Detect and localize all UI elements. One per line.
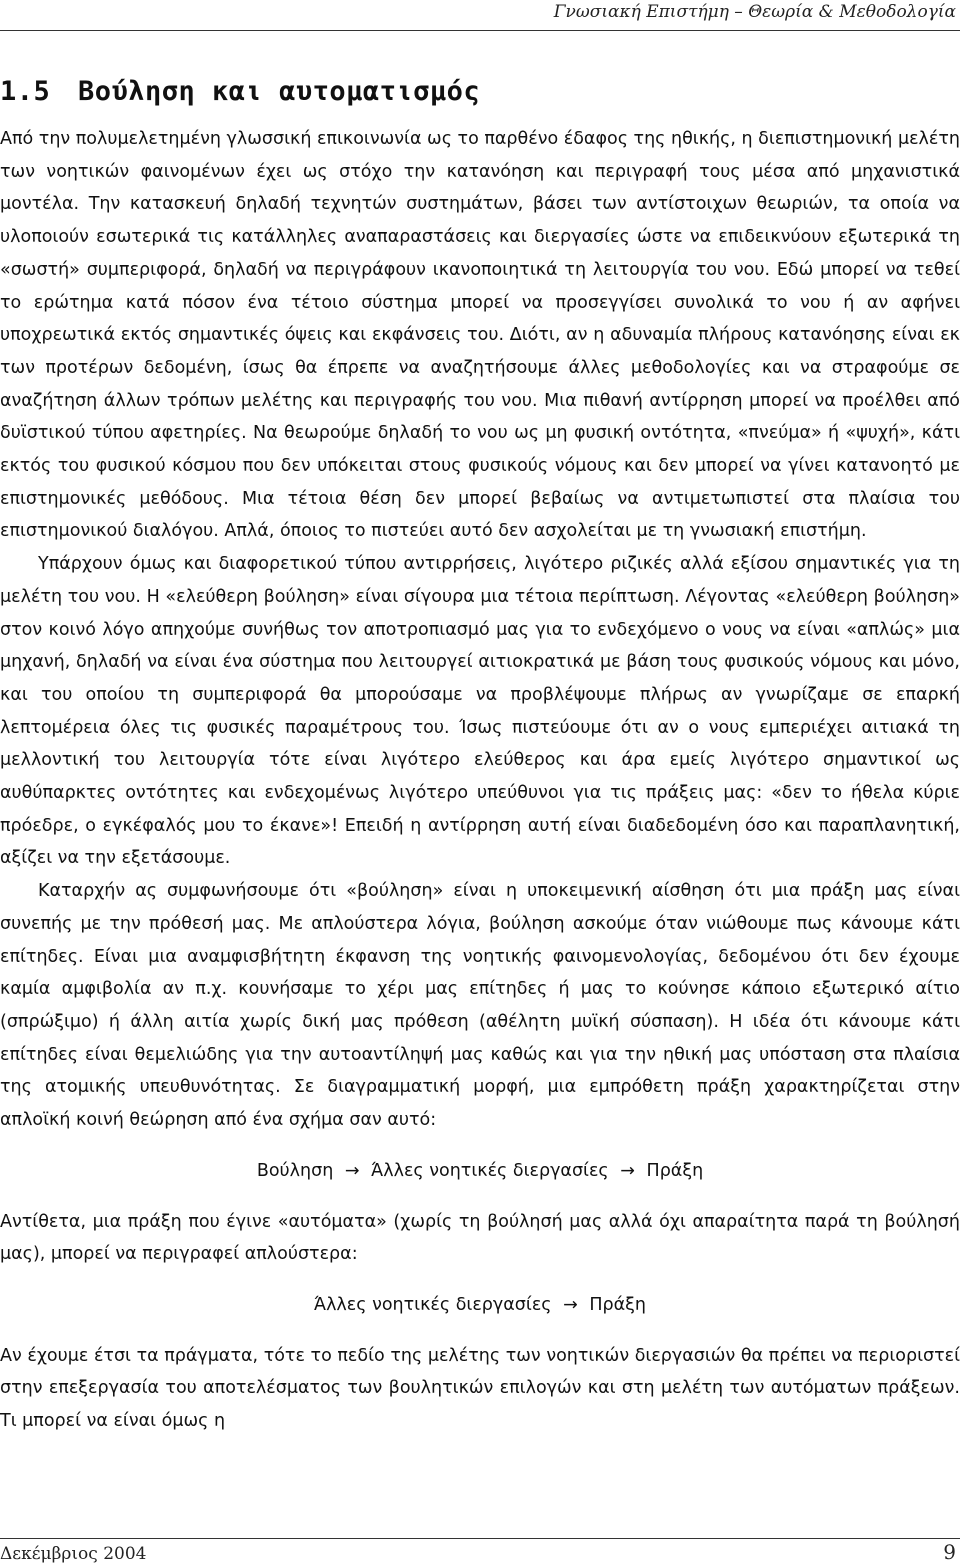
schema-step-action: Πράξη [646, 1160, 704, 1181]
arrow-icon: → [344, 1160, 360, 1181]
header-rule [0, 30, 960, 31]
schema-step-will: Βούληση [256, 1160, 334, 1181]
body-text [0, 123, 960, 1438]
schema-step-action: Πράξη [589, 1294, 647, 1315]
paragraph-4: Αντίθετα, μια πράξη που έγινε «αυτόματα» (χωρίς τη βούλησή μας αλλά όχι απαραίτητα παρά τη βούλησή μας), μπορεί να περιγραφεί απλούστερα: [0, 1211, 960, 1265]
paragraph-1: Από την πολυμελετημένη γλωσσική επικοινωνία ως το παρθένο έδαφος της ηθικής, η διεπιστημονική μελέτη των νοητικών φαινομένων έχει ως στόχο την κατανόηση και περιγραφή τους μέσα από μηχανιστικά μοντέλα. Την κατασκευή δηλαδή τεχνητών συστημάτων, βάσει των αντίστοιχων θεωριών, τα οποία να υλοποιούν εσωτερικά τις κατάλληλες αναπαραστάσεις και διεργασίες ώστε να επιδεικνύουν εξωτερικά τη «σωστή» συμπεριφορά, δηλαδή να περιγράφουν ικανοποιητικά τη λειτουργία του νου. Εδώ μπορεί να τεθεί το ερώτημα κατά πόσον ένα τέτοιο σύστημα μπορεί να προσεγγίσει συνολικά το νου ή αν αφήνει υποχρεωτικά εκτός σημαντικές όψεις και εκφάνσεις του. Διότι, αν η αδυναμία πλήρους κατανόησης είναι εκ των προτέρων δεδομένη, ίσως θα έπρεπε να αναζητήσουμε άλλες μεθοδολογίες και να στραφούμε σε αναζήτηση άλλων τρόπων μελέτης και περιγραφής του νου. Μια πιθανή αντίρρηση μπορεί να προέλθει από δυϊστικού τύπου αφετηρίες. Να θεωρούμε δηλαδή το νου ως μη φυσική οντότητα, «πνεύμα» ή «ψυχή», κάτι εκτός του φυσικού κόσμου που δεν υπόκειται στους φυσικούς νόμους και δεν μπορεί να γίνει κατανοητό με επιστημονικές μεθόδους. Μια τέτοια θέση δεν μπορεί βεβαίως να αντιμετωπιστεί στα πλαίσια του επιστημονικού διαλόγου. Απλά, όποιος το πιστεύει αυτό δεν ασχολείται με τη γνωσιακή επιστήμη. [0, 129, 960, 542]
page-number: 9 [943, 1540, 956, 1564]
arrow-icon: → [620, 1160, 635, 1181]
schema-step-other-processes: Άλλες νοητικές διεργασίες [371, 1160, 609, 1181]
paragraph-3: Καταρχήν ας συμφωνήσουμε ότι «βούληση» είναι η υποκειμενική αίσθηση ότι μια πράξη μας είναι συνεπής με την πρόθεσή μας. Με απλούστερα λόγια, βούληση ασκούμε όταν νιώθουμε πως κάνουμε κάτι επίτηδες. Είναι μια αναμφισβήτητη έκφανση της νοητικής φαινομενολογίας, δεδομένου ότι δεν έχουμε καμία αμφιβολία αν π.χ. κουνήσαμε το χέρι μας επίτηδες ή μας το κούνησε κάποιο εξωτερικό αίτιο (σπρώξιμο) ή άλλη αιτία χωρίς δική μας πρόθεση (αθέλητη μυϊκή σύσπαση). Η ιδέα ότι κάνουμε κάτι επίτηδες είναι θεμελιώδης για την αυτοαντίληψή μας καθώς και για την ηθική μας υπόσταση στα πλαίσια της ατομικής υπευθυνότητας. Σε διαγραμματική μορφή, μια εμπρόθετη πράξη χαρακτηρίζεται στην απλοϊκή κοινή θεώρηση από ένα σχήμα σαν αυτό: [0, 881, 960, 1131]
running-header: Γνωσιακή Επιστήμη – Θεωρία & Μεθοδολογία [553, 2, 956, 22]
section-title: Βούληση και αυτοματισμός [78, 76, 481, 107]
schema-voluntary-action [0, 1155, 960, 1188]
footer-rule [0, 1538, 960, 1539]
schema-step-other-processes: Άλλες νοητικές διεργασίες [313, 1294, 552, 1315]
section-number: 1.5 [0, 76, 51, 107]
arrow-icon: → [563, 1294, 578, 1315]
footer-date: Δεκέμβριος 2004 [0, 1544, 147, 1564]
section-heading [0, 74, 480, 110]
schema-automatic-action [0, 1289, 960, 1322]
paragraph-5: Αν έχουμε έτσι τα πράγματα, τότε το πεδίο της μελέτης των νοητικών διεργασιών θα πρέπει να περιοριστεί στην επεξεργασία του αποτελέσματος των βουλητικών επιλογών και στη μελέτη των αυτόματων πράξεων. Τι μπορεί να είναι όμως η [0, 1345, 960, 1432]
paragraph-2: Υπάρχουν όμως και διαφορετικού τύπου αντιρρήσεις, λιγότερο ριζικές αλλά εξίσου σημαντικές για τη μελέτη του νου. Η «ελεύθερη βούληση» είναι σίγουρα μια τέτοια περίπτωση. Λέγοντας «ελεύθερη βούληση» στον κοινό λόγο απηχούμε συνήθως τον αποτροπιασμό μας για το ενδεχόμενο ο νους να είναι «απλώς» μια μηχανή, δηλαδή να είναι ένα σύστημα που λειτουργεί αιτιοκρατικά με βάση τους φυσικούς νόμους και μόνο, και του οποίου τη συμπεριφορά θα μπορούσαμε να προβλέψουμε πλήρως αν γνωρίζαμε σε επαρκή λεπτομέρεια όλες τις φυσικές παραμέτρους του. Ίσως πιστεύουμε ότι αν ο νους εμπεριέχει αιτιακά τη μελλοντική του λειτουργία τότε είναι λιγότερο ελεύθερος και άρα εμείς λιγότερο σημαντικοί ως αυθύπαρκτες οντότητες και ενδεχομένως λιγότερο υπεύθυνοι για τις πράξεις μας: «δεν το ήθελα κύριε πρόεδρε, ο εγκέφαλός μου το έκανε»! Επειδή η αντίρρηση αυτή είναι διαδεδομένη όσο και παραπλανητική, αξίζει να την εξετάσουμε. [0, 554, 960, 869]
